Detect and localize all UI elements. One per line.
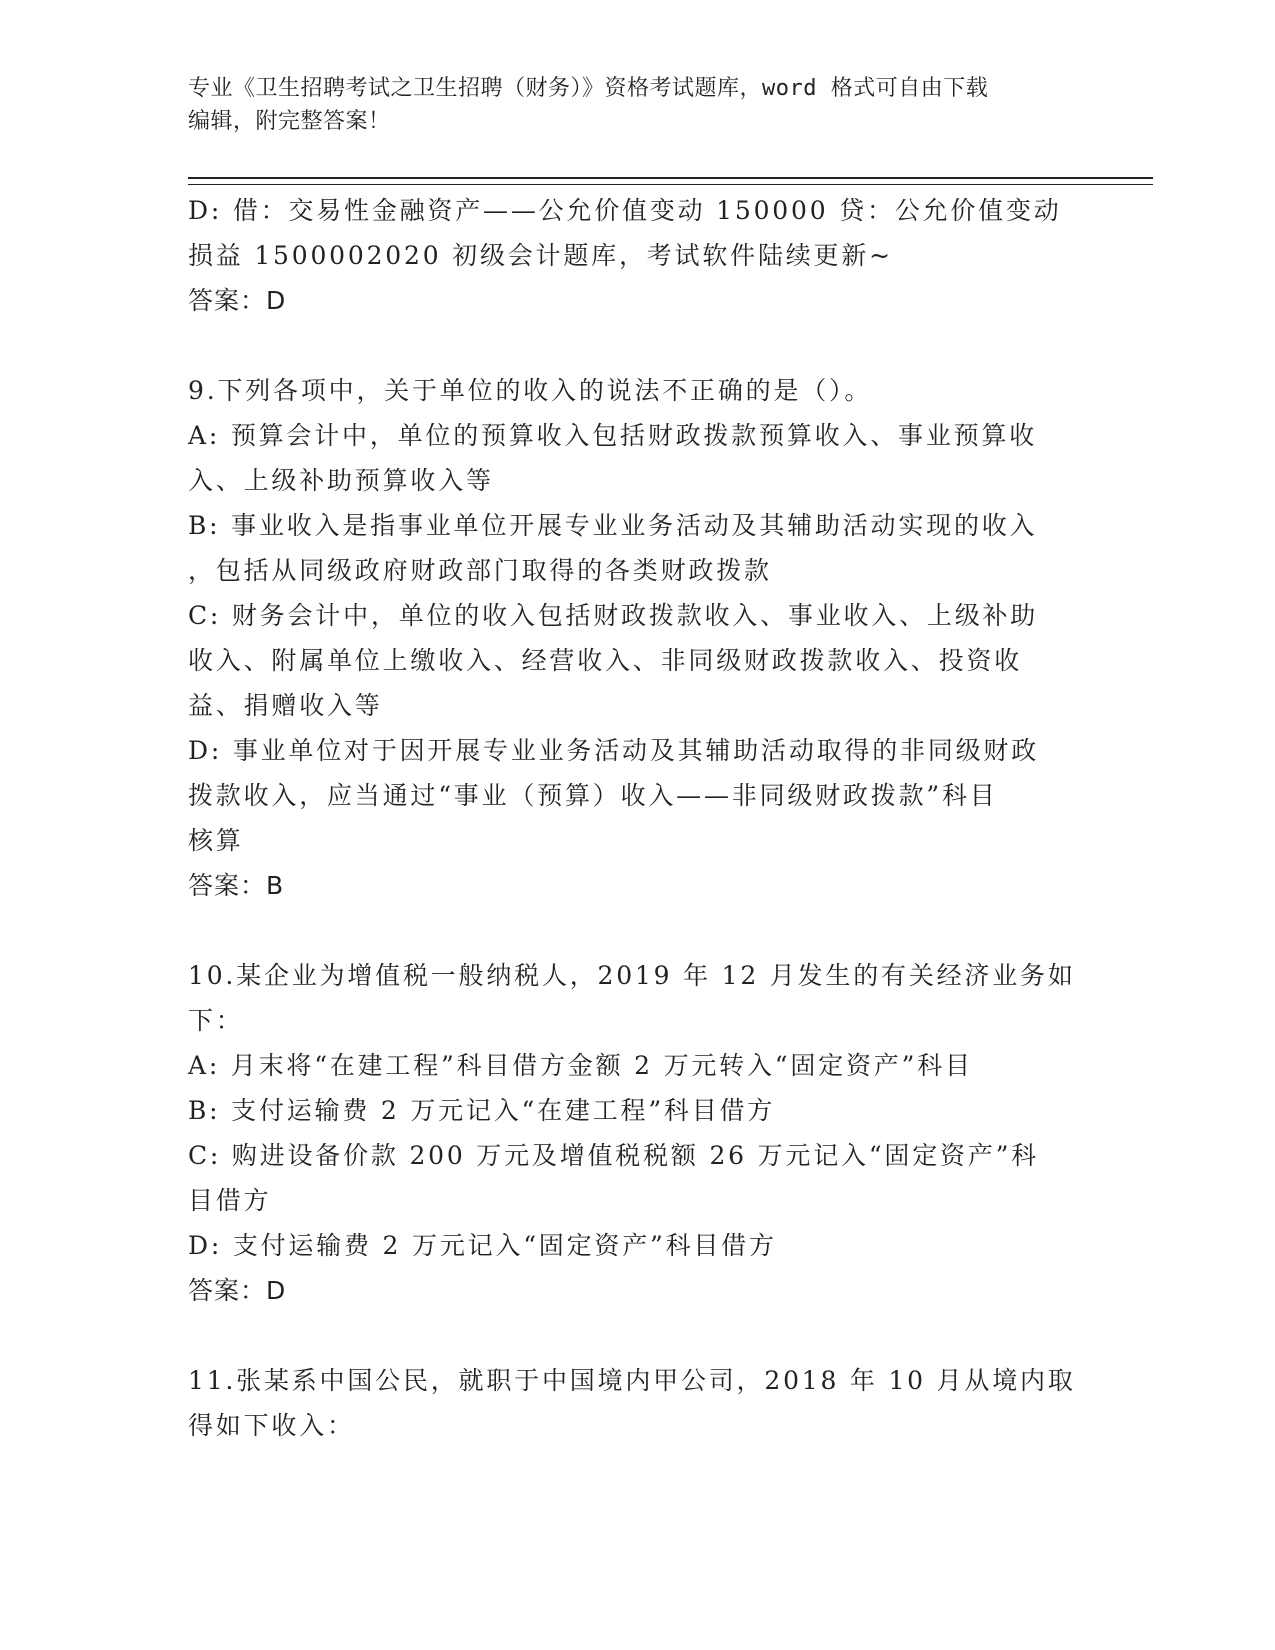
question-9-stem: 9.下列各项中，关于单位的收入的说法不正确的是（）。 xyxy=(188,376,873,405)
question-10 xyxy=(188,953,1088,1313)
option-c-line: 目借方 xyxy=(188,1186,272,1215)
option-b-line: ，包括从同级政府财政部门取得的各类财政拨款 xyxy=(188,556,772,585)
header-line-2: 编辑，附完整答案！ xyxy=(188,109,391,134)
option-c-line: 收入、附属单位上缴收入、经营收入、非同级财政拨款收入、投资收 xyxy=(188,646,1023,675)
header-line-1: 专业《卫生招聘考试之卫生招聘（财务）》资格考试题库，word 格式可自由下载 xyxy=(188,76,989,101)
header-divider-thick xyxy=(188,177,1153,179)
option-c-line: C: 财务会计中，单位的收入包括财政拨款收入、事业收入、上级补助 xyxy=(188,601,1039,630)
question-10-stem: 下： xyxy=(188,1006,244,1035)
spacer xyxy=(188,908,1088,953)
option-d-line: 核算 xyxy=(188,826,244,855)
question-content xyxy=(188,188,1088,1448)
option-c-line: 益、捐赠收入等 xyxy=(188,691,383,720)
question-11-stem: 得如下收入： xyxy=(188,1411,355,1440)
text-line: 损益 1500002020 初级会计题库，考试软件陆续更新~ xyxy=(188,241,893,270)
option-a-line: A: 月末将“在建工程”科目借方金额 2 万元转入“固定资产”科目 xyxy=(188,1051,973,1080)
document-header xyxy=(188,72,1068,138)
option-a-line: 入、上级补助预算收入等 xyxy=(188,466,494,495)
header-divider-thin xyxy=(188,184,1153,185)
question-8-answer: 答案：D xyxy=(188,286,287,315)
text-line: D: 借：交易性金融资产——公允价值变动 150000 贷：公允价值变动 xyxy=(188,196,1062,225)
question-11 xyxy=(188,1358,1088,1448)
option-c-line: C: 购进设备价款 200 万元及增值税税额 26 万元记入“固定资产”科 xyxy=(188,1141,1039,1170)
question-8-option-d xyxy=(188,188,1088,278)
option-d-line: D: 事业单位对于因开展专业业务活动及其辅助活动取得的非同级财政 xyxy=(188,736,1040,765)
spacer xyxy=(188,1313,1088,1358)
question-9-answer: 答案：B xyxy=(188,871,285,900)
option-b-line: B: 支付运输费 2 万元记入“在建工程”科目借方 xyxy=(188,1096,776,1125)
question-11-stem: 11.张某系中国公民，就职于中国境内甲公司，2018 年 10 月从境内取 xyxy=(188,1366,1076,1395)
spacer xyxy=(188,323,1088,368)
question-9 xyxy=(188,368,1088,908)
option-d-line: D: 支付运输费 2 万元记入“固定资产”科目借方 xyxy=(188,1231,777,1260)
question-10-stem: 10.某企业为增值税一般纳税人，2019 年 12 月发生的有关经济业务如 xyxy=(188,961,1076,990)
option-a-line: A: 预算会计中，单位的预算收入包括财政拨款预算收入、事业预算收 xyxy=(188,421,1038,450)
option-d-line: 拨款收入，应当通过“事业（预算）收入——非同级财政拨款”科目 xyxy=(188,781,998,810)
question-10-answer: 答案：D xyxy=(188,1276,287,1305)
option-b-line: B: 事业收入是指事业单位开展专业业务活动及其辅助活动实现的收入 xyxy=(188,511,1038,540)
